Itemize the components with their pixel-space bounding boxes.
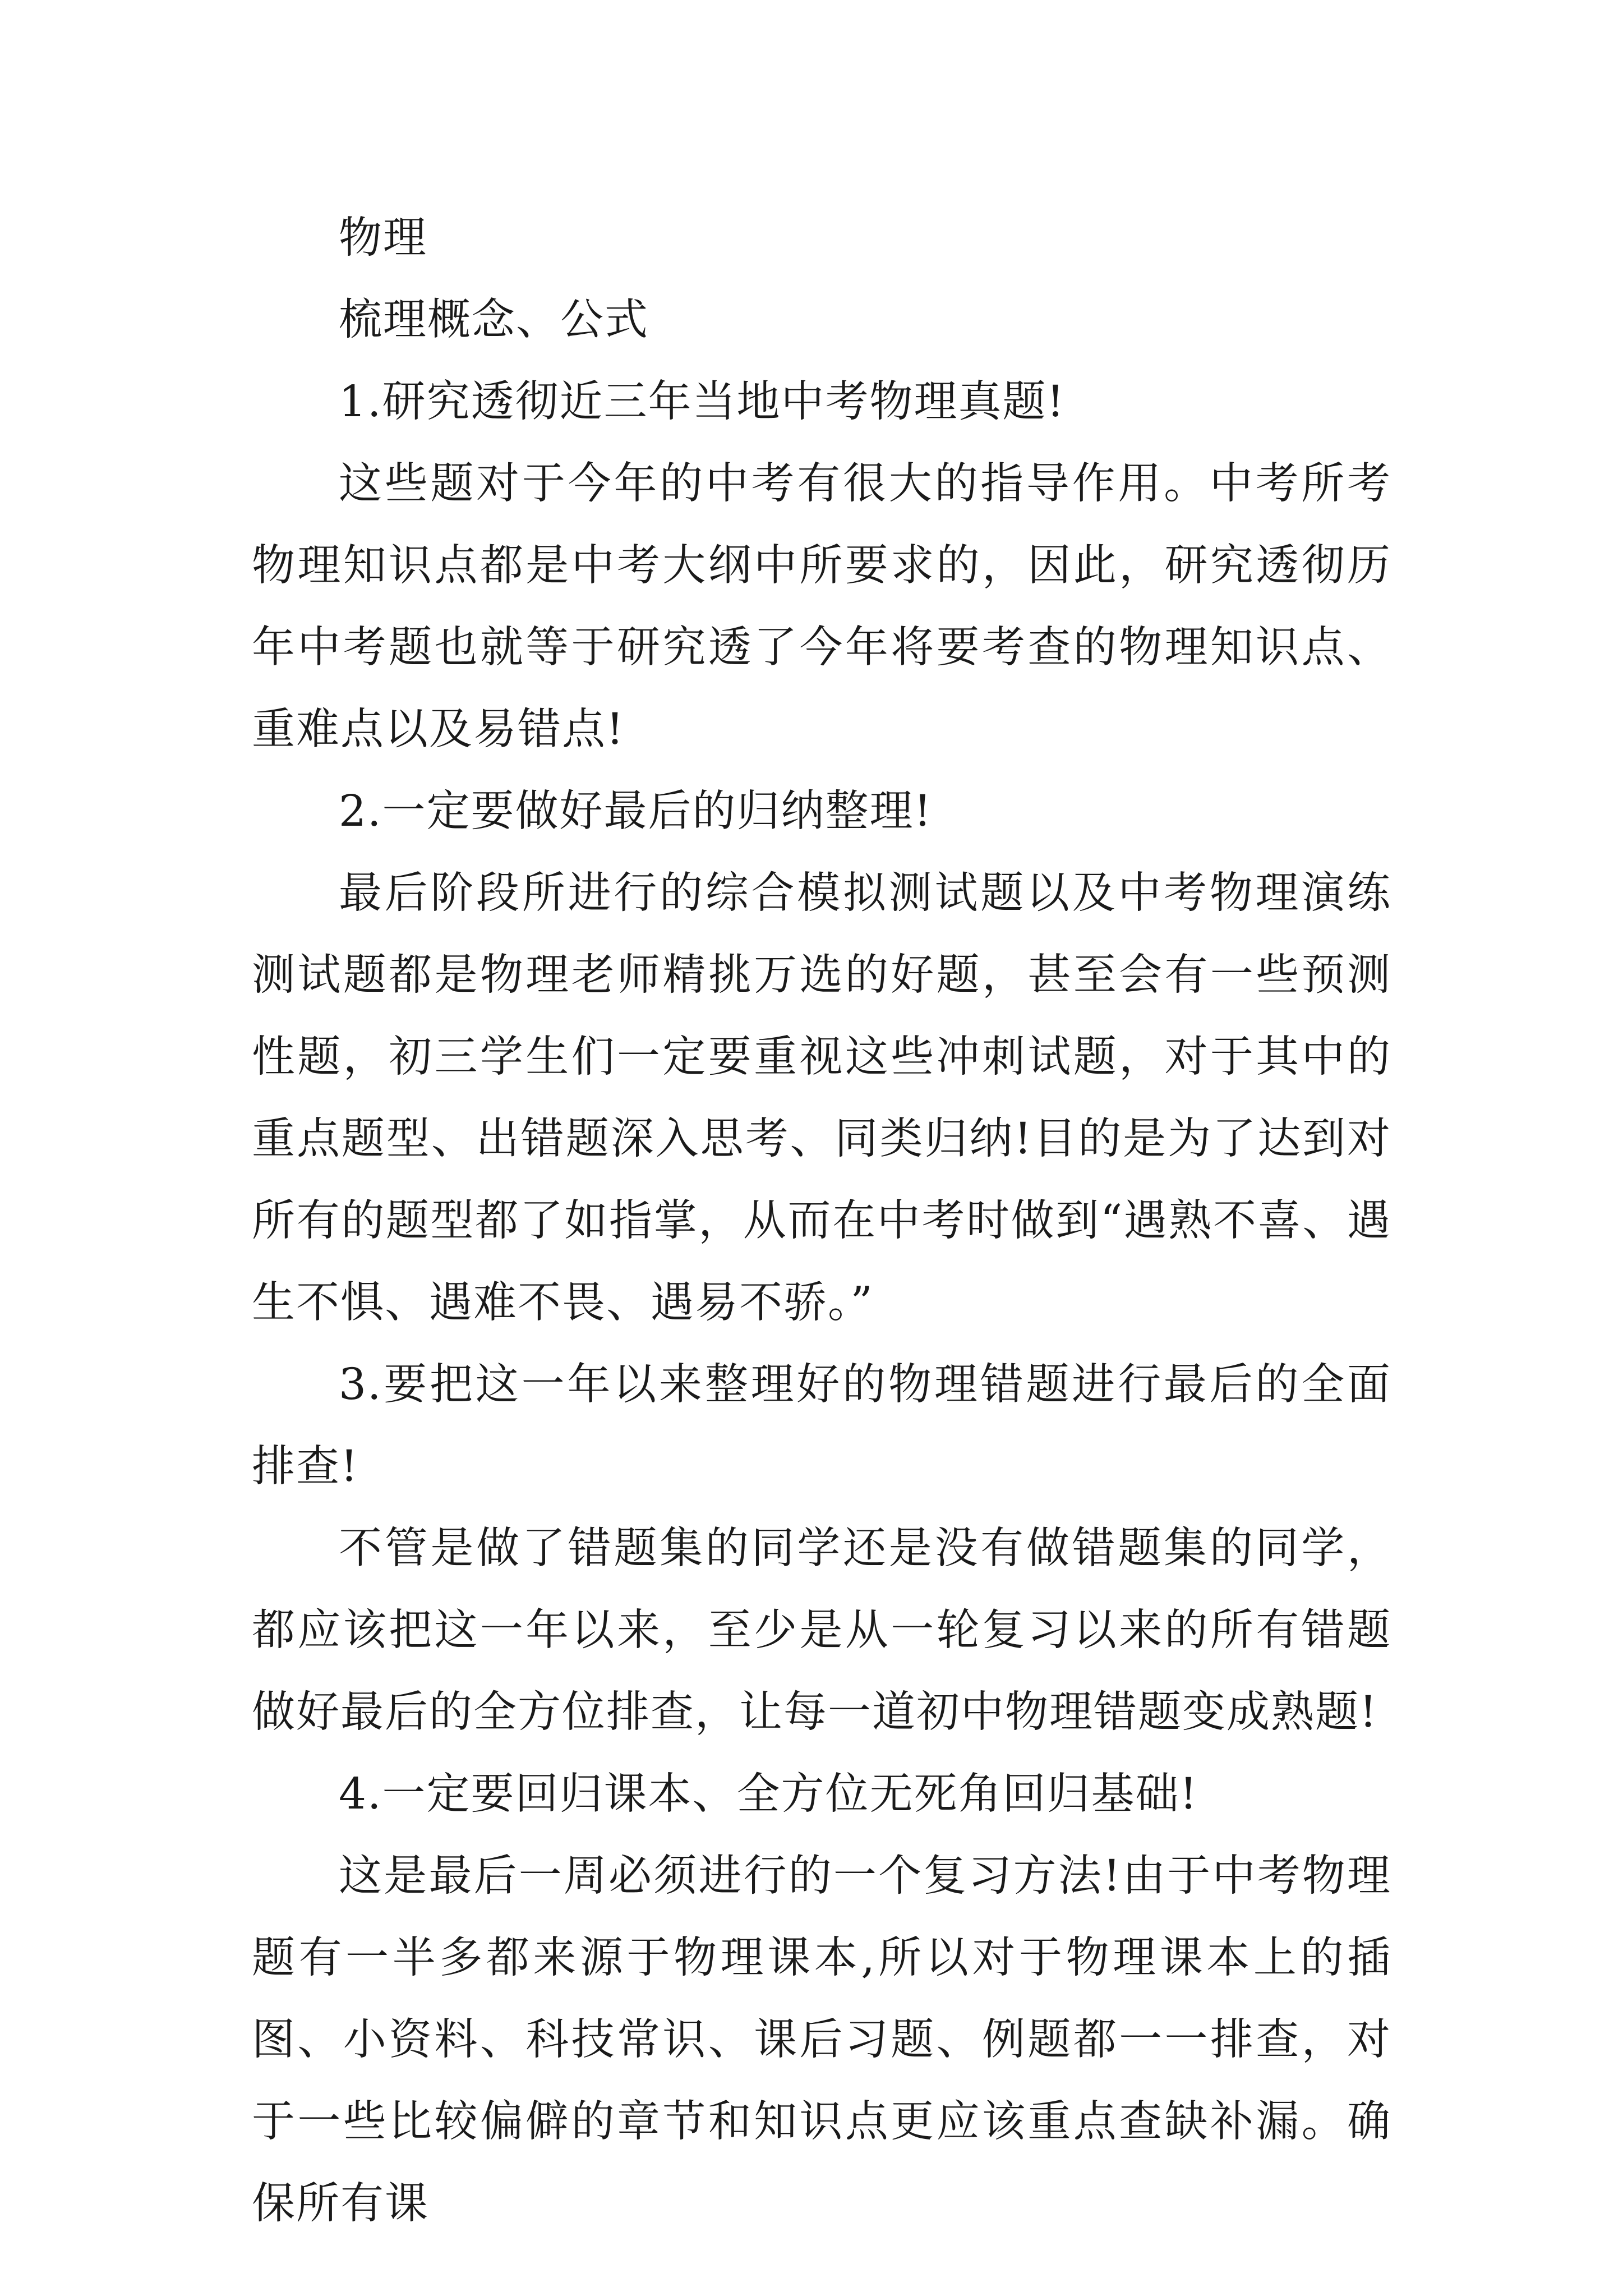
body-paragraph-1: 这些题对于今年的中考有很大的指导作用。中考所考物理知识点都是中考大纲中所要求的，因此，研究透彻历年中考题也就等于研究透了今年将要考查的物理知识点、重难点以及易错点! (252, 459, 1391, 754)
body-paragraph-3: 不管是做了错题集的同学还是没有做错题集的同学，都应该把这一年以来，至少是从一轮复习以来的所有错题做好最后的全方位排查，让每一道初中物理错题变成熟题! (252, 1524, 1391, 1737)
body-paragraph-2: 最后阶段所进行的综合模拟测试题以及中考物理演练测试题都是物理老师精挑万选的好题，甚至会有一些预测性题，初三学生们一定要重视这些冲刺试题，对于其中的重点题型、出错题深入思考、同类归纳!目的是为了达到对所有的题型都了如指掌，从而在中考时做到“遇熟不喜、遇生不惧、遇难不畏、遇易不骄。” (252, 868, 1391, 1328)
document-heading: 物理 (339, 213, 427, 263)
numbered-point-1: 1.研究透彻近三年当地中考物理真题! (339, 377, 1066, 427)
numbered-point-3: 3.要把这一年以来整理好的物理错题进行最后的全面排查! (252, 1360, 1391, 1492)
numbered-point-4: 4.一定要回归课本、全方位无死角回归基础! (339, 1769, 1198, 1819)
document-subheading: 梳理概念、公式 (339, 295, 649, 345)
numbered-point-2: 2.一定要做好最后的归纳整理! (339, 786, 933, 836)
body-paragraph-4: 这是最后一周必须进行的一个复习方法!由于中考物理题有一半多都来源于物理课本,所以对于物理课本上的插图、小资料、科技常识、课后习题、例题都一一排查，对于一些比较偏僻的章节和知识点更应该重点查缺补漏。确保所有课 (252, 1851, 1391, 2229)
document-body (252, 197, 1391, 2245)
